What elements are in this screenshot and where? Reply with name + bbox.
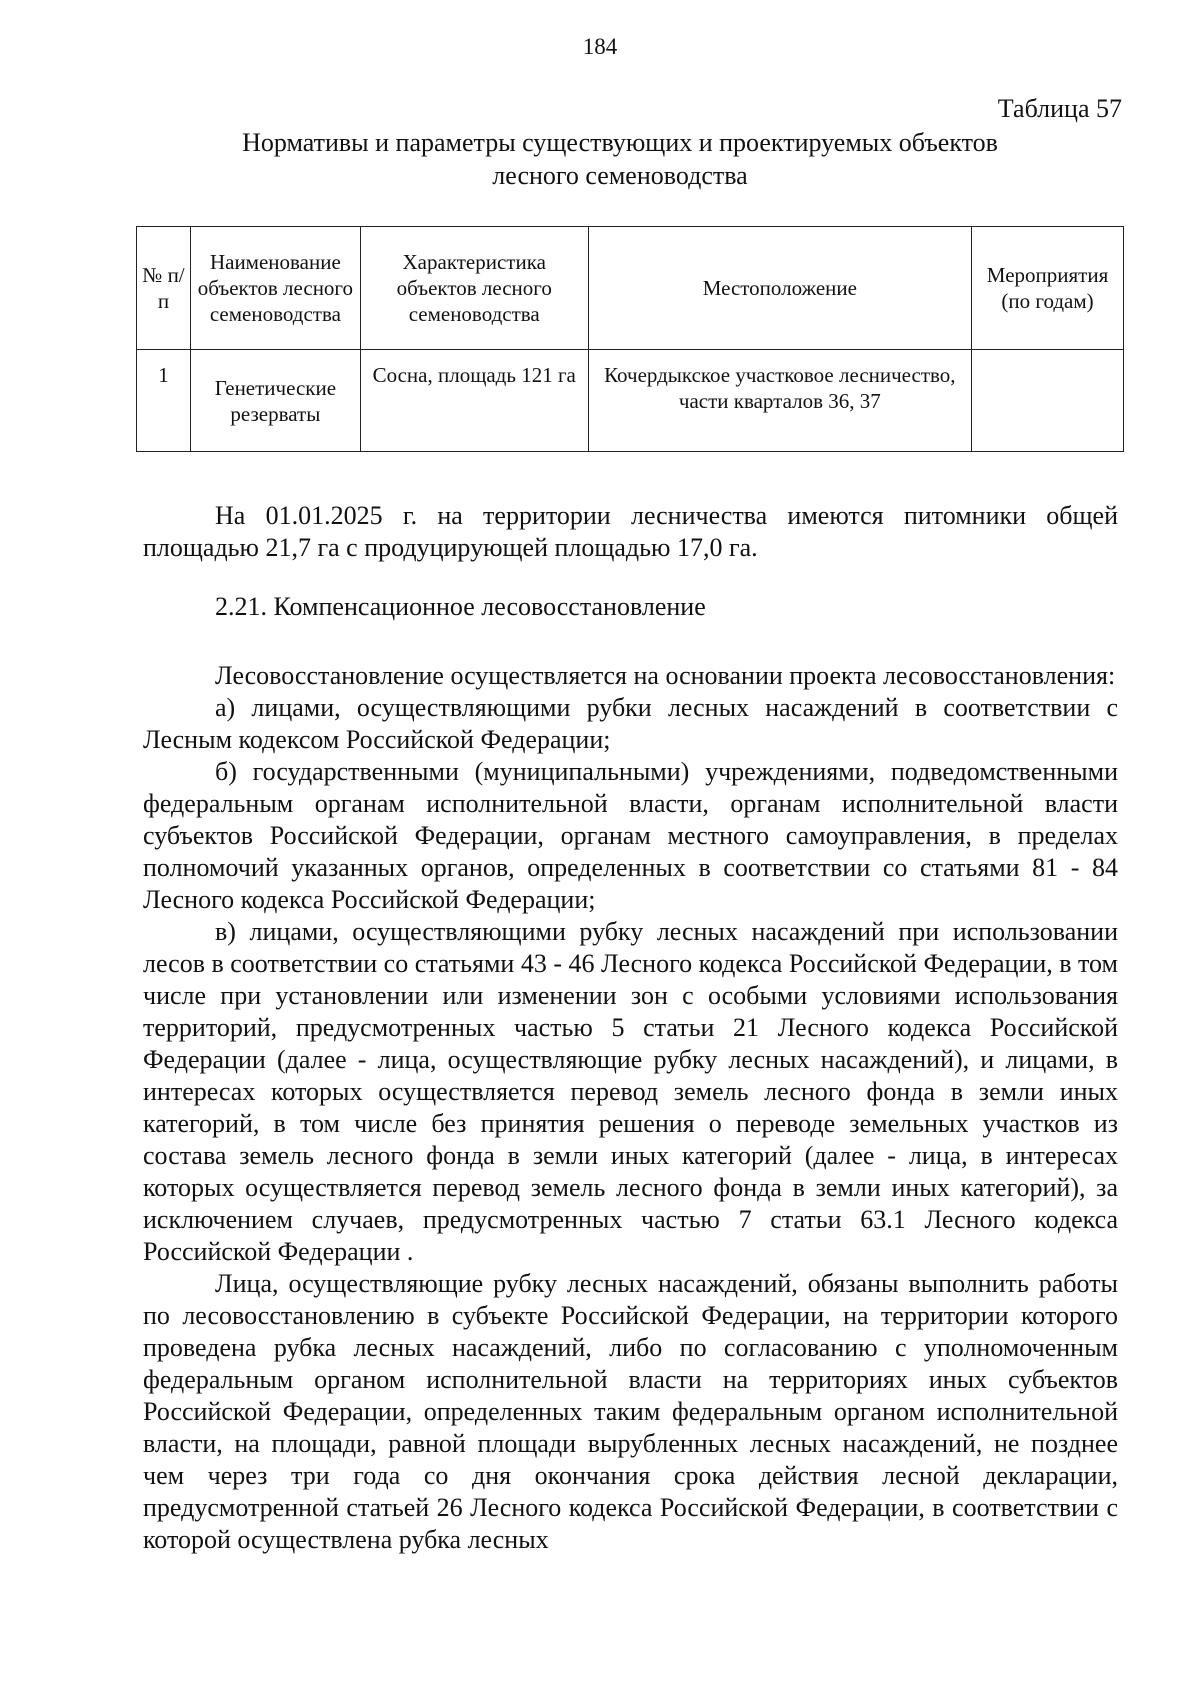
paragraph-item-a: а) лицами, осуществляющими рубки лесных насаждений в соответствии с Лесным кодексом Российской Федерации; (143, 693, 1118, 754)
page-number: 184 (582, 34, 618, 59)
cell-name: Генетические резерваты (190, 350, 360, 452)
header-num: № п/п (137, 227, 191, 350)
paragraph-item-b: б) государственными (муниципальными) учреждениями, подведомственными федеральным органам исполнительной власти, органам исполнительной власти субъектов Российской Федерации, органам местного самоуправления, в пределах полномочий указанных органов, определенных в соответствии со статьями 81 - 84 Лесного кодекса Российской Федерации; (143, 757, 1118, 914)
table-title-line-2: лесного семеноводства (492, 161, 748, 190)
header-activities: Мероприятия (по годам) (972, 227, 1124, 350)
paragraph-item-v: в) лицами, осуществляющими рубку лесных насаждений при использовании лесов в соответствии со статьями 43 - 46 Лесного кодекса Российской Федерации, в том числе при установлении или изменении зон с особыми условиями использования территорий, предусмотренных частью 5 статьи 21 Лесного кодекса Российской Федерации (далее - лица, осуществляющие рубку лесных насаждений), и лицами, в интересах которых осуществляется перевод земель лесного фонда в земли иных категорий, в том числе без принятия решения о переводе земельных участков из состава земель лесного фонда в земли иных категорий (далее - лица, в интересах которых осуществляется перевод земель лесного фонда в земли иных категорий), за исключением случаев, предусмотренных частью 7 статьи 63.1 Лесного кодекса Российской Федерации . (143, 917, 1118, 1266)
cell-characteristic: Сосна, площадь 121 га (360, 350, 588, 452)
cell-location: Кочердыкское участковое лесничество, части кварталов 36, 37 (588, 350, 971, 452)
table-title-line-1: Нормативы и параметры существующих и проектируемых объектов (242, 128, 998, 157)
cell-num: 1 (137, 350, 191, 452)
paragraph-intro: Лесовосстановление осуществляется на основании проекта лесовосстановления: (215, 661, 1116, 690)
section-heading: 2.21. Компенсационное лесовосстановление (215, 592, 706, 621)
nurseries-paragraph-block (143, 500, 1118, 564)
header-location: Местоположение (588, 227, 971, 350)
body-text (143, 660, 1118, 1556)
nurseries-paragraph: На 01.01.2025 г. на территории лесничества имеются питомники общей площадью 21,7 га с продуцирующей площадью 17,0 га. (143, 501, 1118, 562)
seed-objects-table (136, 226, 1124, 452)
table-header-row (137, 227, 1124, 350)
table-row (137, 350, 1124, 452)
header-characteristic: Характеристика объектов лесного семеноводства (360, 227, 588, 350)
cell-activities (972, 350, 1124, 452)
header-name: Наименование объектов лесного семеноводства (190, 227, 360, 350)
table-title (140, 126, 1100, 192)
table-label: Таблица 57 (997, 94, 1122, 123)
paragraph-obligations: Лица, осуществляющие рубку лесных насаждений, обязаны выполнить работы по лесовосстановлению в субъекте Российской Федерации, на территории которого проведена рубка лесных насаждений, либо по согласованию с уполномоченным федеральным органом исполнительной власти на территориях иных субъектов Российской Федерации, определенных таким федеральным органом исполнительной власти, на площади, равной площади вырубленных лесных насаждений, не позднее чем через три года со дня окончания срока действия лесной декларации, предусмотренной статьей 26 Лесного кодекса Российской Федерации, в соответствии с которой осуществлена рубка лесных (143, 1269, 1118, 1554)
